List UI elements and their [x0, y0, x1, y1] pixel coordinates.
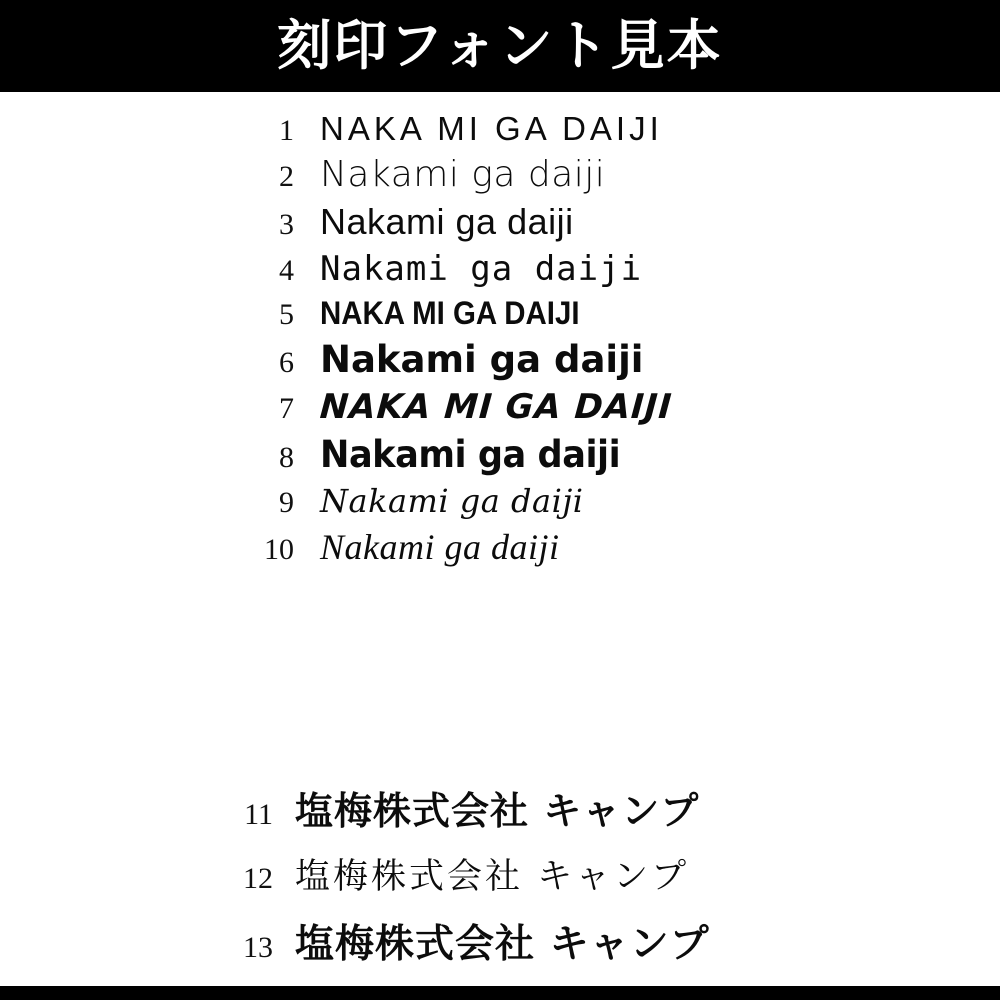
sample-number: 5 — [279, 298, 294, 331]
page-title: 刻印フォント見本 — [277, 14, 723, 77]
sample-number: 12 — [243, 862, 273, 895]
sample-number: 7 — [279, 392, 294, 425]
sample-number: 2 — [279, 160, 294, 193]
sample-number: 10 — [264, 533, 294, 566]
sample-text: NAKA MI GA DAIJI — [320, 295, 580, 331]
sample-text: Nakami ga daiji — [320, 482, 584, 520]
list-item — [0, 154, 1000, 195]
sample-number: 11 — [244, 798, 273, 831]
list-item — [0, 201, 1000, 243]
sample-text: 塩梅株式会社 キャンプ — [295, 857, 690, 897]
sample-number: 1 — [279, 114, 294, 147]
list-item — [0, 295, 1000, 332]
header-bar — [0, 0, 1000, 92]
sample-text: Nakami ga daiji — [320, 249, 643, 289]
list-item — [0, 849, 1000, 899]
sample-text: NAKA MI GA DAIJI — [320, 110, 663, 147]
sample-number: 6 — [279, 346, 294, 379]
list-item — [0, 433, 1000, 476]
japanese-sample-list — [0, 780, 1000, 983]
sample-text: Nakami ga daiji — [320, 154, 606, 195]
sample-number: 9 — [279, 486, 294, 519]
list-item — [0, 249, 1000, 289]
list-item — [0, 526, 1000, 568]
sample-number: 4 — [279, 254, 294, 287]
list-item — [0, 780, 1000, 835]
list-item — [0, 338, 1000, 381]
sample-text: 塩梅株式会社 キャンプ — [295, 922, 710, 967]
list-item — [0, 110, 1000, 148]
sample-number: 13 — [243, 931, 273, 964]
sample-text: Nakami ga daiji — [320, 527, 560, 567]
sample-text: Nakami ga daiji — [320, 201, 574, 242]
sample-text: Nakami ga daiji — [320, 338, 644, 381]
list-item — [0, 387, 1000, 427]
sample-number: 8 — [279, 441, 294, 474]
sample-text: NAKA MI GA DAIJI — [318, 387, 674, 427]
sample-text: Nakami ga daiji — [320, 433, 621, 476]
sample-text: 塩梅株式会社 キャンプ — [295, 789, 700, 833]
latin-sample-list — [0, 110, 1000, 574]
list-item — [0, 913, 1000, 969]
sample-number: 3 — [279, 208, 294, 241]
list-item — [0, 482, 1000, 520]
bottom-bar — [0, 986, 1000, 1000]
